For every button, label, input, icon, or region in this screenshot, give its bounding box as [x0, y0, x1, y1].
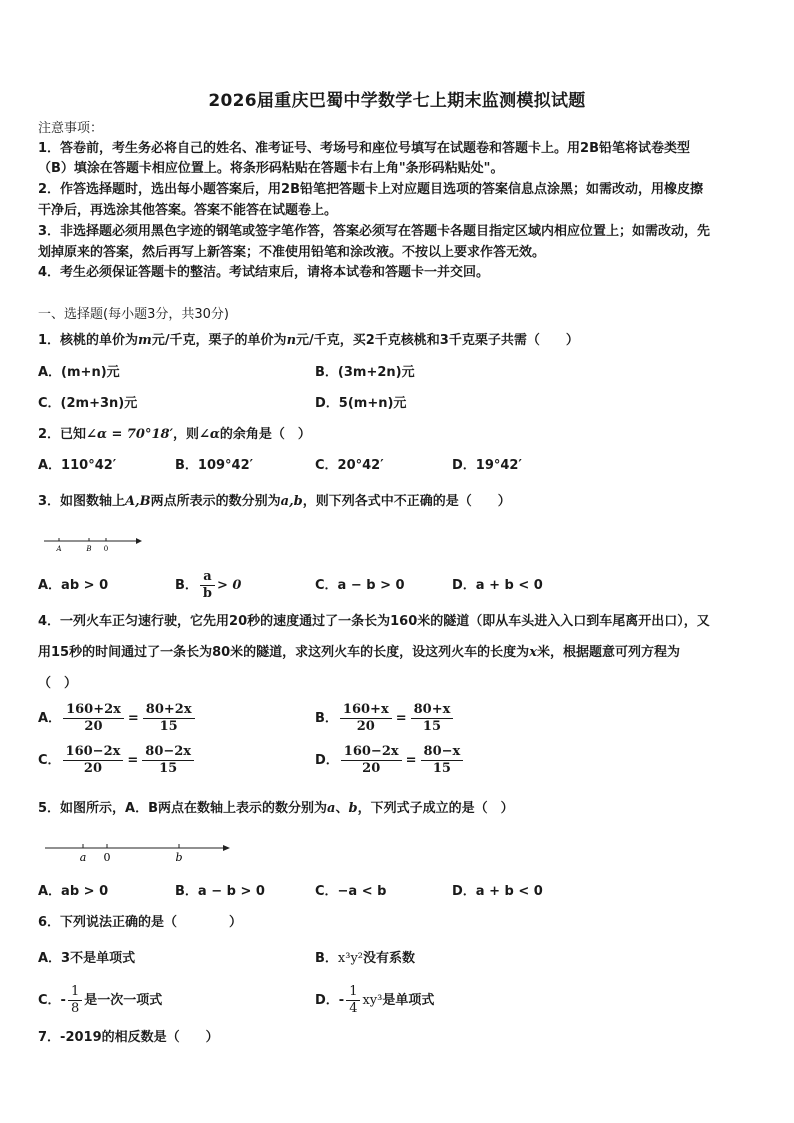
q5-option-d: D．a + b < 0: [452, 884, 543, 899]
axis-label-zero: 0: [103, 545, 109, 553]
q3-number-line: [44, 535, 144, 555]
question-4-line-1: 4．一列火车正匀速行驶，它先用20秒的速度通过了一条长为160米的隧道（即从车头进入入口到车尾离开出口），又: [38, 614, 710, 629]
q1-option-a: A．(m+n)元: [38, 365, 120, 380]
q4-option-a: A． $\frac{160+2x}{20}$ = $\frac{80+2x}{15}$: [38, 702, 197, 735]
q3-option-d: D．a + b < 0: [452, 578, 543, 593]
question-6-stem: 6．下列说法正确的是（ ）: [38, 915, 243, 930]
q6-option-c: C．- $\frac{1}{8}$ 是一次一项式: [38, 984, 163, 1016]
q5-option-a: A．ab > 0: [38, 884, 109, 899]
question-3-stem: 3．如图数轴上A,B两点所表示的数分别为a,b，则下列各式中不正确的是（ ）: [38, 494, 511, 509]
question-2-stem: 2．已知∠α = 70°18′，则∠α的余角是（ ）: [38, 427, 311, 442]
q6-option-a: A．3不是单项式: [38, 951, 136, 966]
question-4-line-3: （ ）: [38, 676, 78, 691]
axis-label-a: a: [79, 851, 87, 864]
q4-option-b: B． $\frac{160+x}{20}$ = $\frac{80+x}{15}$: [315, 702, 455, 735]
question-7-stem: 7．-2019的相反数是（ ）: [38, 1030, 219, 1045]
q4-option-c: C． $\frac{160-2x}{20}$ = $\frac{80-2x}{15}$: [38, 744, 196, 777]
q1-option-c: C．(2m+3n)元: [38, 396, 138, 411]
notice-line: 3．非选择题必须用黑色字迹的钢笔或签字笔作答，答案必须写在答题卡各题目指定区域内相应位置上；如需改动，先: [38, 224, 711, 239]
notice-line: （B）填涂在答题卡相应位置上。将条形码粘贴在答题卡右上角"条形码粘贴处"。: [38, 161, 504, 176]
q3-option-c: C．a − b > 0: [315, 578, 405, 593]
q2-option-c: C．20°42′: [315, 458, 384, 473]
notice-line: 2．作答选择题时，选出每小题答案后，用2B铅笔把答题卡上对应题目选项的答案信息点涂黑；如需改动，用橡皮擦: [38, 182, 704, 197]
axis-label-zero: 0: [103, 851, 111, 864]
q3-option-b: B． $\frac{a}{b}$ > 0: [175, 569, 242, 601]
notice-line: 1．答卷前，考生务必将自己的姓名、准考证号、考场号和座位号填写在试题卷和答题卡上。用2B铅笔将试卷类型: [38, 141, 691, 156]
section-heading: 一、选择题(每小题3分，共30分): [38, 307, 229, 322]
notice-line: 干净后，再选涂其他答案。答案不能答在试题卷上。: [38, 203, 338, 218]
q6-option-b: B．x³y²没有系数: [315, 951, 416, 966]
axis-label-b-point: B: [86, 545, 92, 553]
axis-label-b: b: [175, 851, 183, 864]
question-1-stem: 1．核桃的单价为m元/千克，栗子的单价为n元/千克，买2千克核桃和3千克栗子共需（ ）: [38, 333, 579, 348]
q2-option-a: A．110°42′: [38, 458, 117, 473]
q1-option-d: D．5(m+n)元: [315, 396, 407, 411]
question-4-line-2: 用15秒的时间通过了一条长为80米的隧道，求这列火车的长度，设这列火车的长度为x米，根据题意可列方程为: [38, 645, 680, 660]
q5-option-c: C．−a < b: [315, 884, 387, 899]
notice-heading: 注意事项：: [38, 121, 104, 136]
question-5-stem: 5．如图所示，A．B两点在数轴上表示的数分别为a、b，下列式子成立的是（ ）: [38, 801, 514, 816]
notice-line: 4．考生必须保证答题卡的整洁。考试结束后，请将本试卷和答题卡一并交回。: [38, 265, 490, 280]
notice-line: 划掉原来的答案，然后再写上新答案；不准使用铅笔和涂改液。不按以上要求作答无效。: [38, 245, 546, 260]
q4-option-d: D． $\frac{160-2x}{20}$ = $\frac{80-x}{15}$: [315, 744, 465, 777]
q1-option-b: B．(3m+2n)元: [315, 365, 415, 380]
q2-option-d: D．19°42′: [452, 458, 522, 473]
q3-option-a: A．ab > 0: [38, 578, 109, 593]
q5-number-line: [45, 840, 235, 866]
q2-option-b: B．109°42′: [175, 458, 254, 473]
axis-label-a-point: A: [56, 545, 62, 553]
q5-option-b: B．a − b > 0: [175, 884, 265, 899]
page-title: 2026届重庆巴蜀中学数学七上期末监测模拟试题: [208, 91, 586, 111]
q6-option-d: D．- $\frac{1}{4}$ xy³是单项式: [315, 984, 435, 1016]
